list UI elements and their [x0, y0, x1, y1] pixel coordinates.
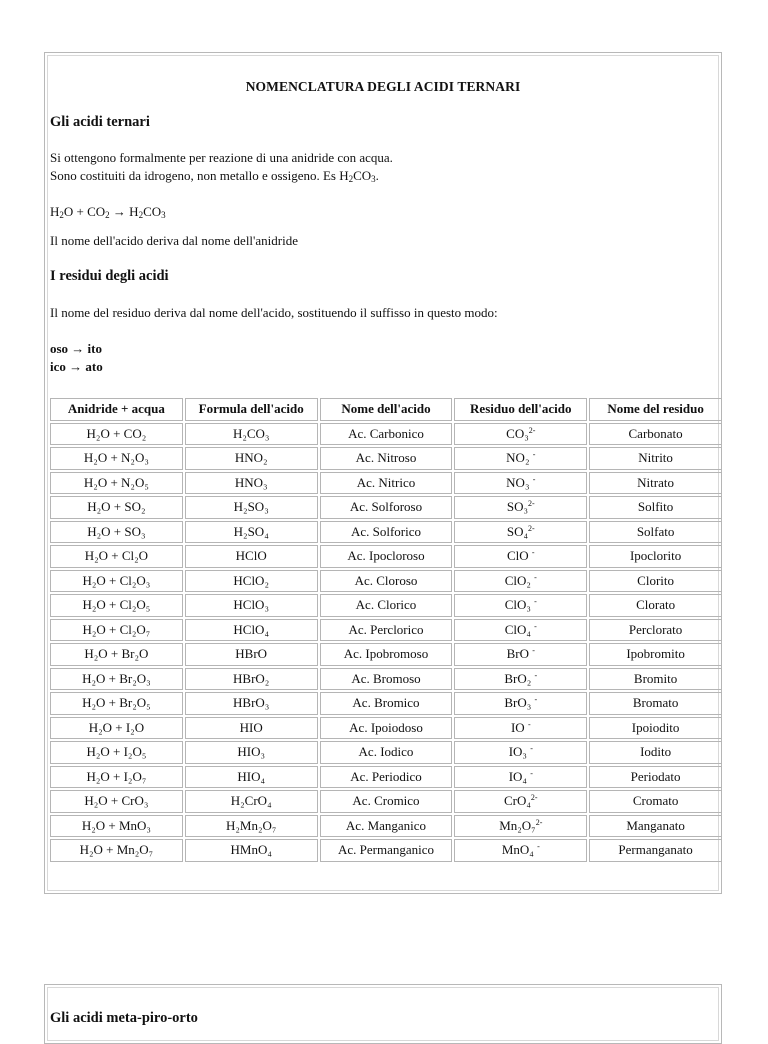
residue-charge: - — [530, 768, 533, 778]
cell-residuo — [454, 815, 587, 838]
residue-formula: BrO — [506, 646, 530, 662]
cell-anidride: H₂O + CO₂ — [50, 423, 183, 446]
cell-nome-residuo: Cromato — [589, 790, 722, 813]
cell-nome-acido: Ac. Carbonico — [320, 423, 453, 446]
section-heading-meta-piro-orto: Gli acidi meta-piro-orto — [50, 1010, 198, 1026]
cell-formula: HClO₂ — [185, 570, 318, 593]
residue-formula: ClO₄ — [504, 621, 531, 637]
cell-anidride: H₂O + Cl₂O₃ — [50, 570, 183, 593]
cell-formula: HBrO₃ — [185, 692, 318, 715]
table-row — [50, 815, 722, 838]
cell-nome-residuo: Solfito — [589, 496, 722, 519]
header-nome-acido: Nome dell'acido — [320, 398, 453, 421]
cell-formula: HIO₃ — [185, 741, 318, 764]
cell-nome-residuo: Carbonato — [589, 423, 722, 446]
cell-nome-acido: Ac. Permanganico — [320, 839, 453, 862]
residue-charge: - — [532, 450, 536, 460]
header-residuo: Residuo dell'acido — [454, 398, 587, 421]
table-row — [50, 741, 722, 764]
table-row — [50, 619, 722, 642]
cell-nome-acido: Ac. Bromico — [320, 692, 453, 715]
table-row — [50, 447, 722, 470]
reaction-sub-4: 3 — [161, 210, 166, 220]
table-row — [50, 692, 722, 715]
residue-charge: - — [534, 597, 537, 607]
table-row — [50, 594, 722, 617]
table-row — [50, 790, 722, 813]
cell-nome-acido: Ac. Nitroso — [320, 447, 453, 470]
residue-formula: IO — [510, 719, 525, 735]
residue-charge: 2- — [528, 523, 535, 533]
residue-formula: ClO — [506, 548, 529, 564]
cell-anidride: H₂O + I₂O₅ — [50, 741, 183, 764]
residue-charge: 2- — [535, 817, 543, 827]
line2-prefix: Sono costituiti da idrogeno, non metallo e ossigeno. Es — [50, 168, 340, 183]
cell-anidride: H₂O + Cl₂O — [50, 545, 183, 568]
cell-residuo — [454, 741, 587, 764]
residue-charge: - — [534, 670, 538, 680]
header-formula: Formula dell'acido — [185, 398, 318, 421]
residue-formula: ClO₂ — [504, 572, 531, 588]
cell-formula: H₂Mn₂O₇ — [185, 815, 318, 838]
residue-charge: - — [534, 621, 537, 631]
cell-nome-residuo: Ipoclorito — [589, 545, 722, 568]
cell-formula: HNO₂ — [185, 447, 318, 470]
cell-nome-acido: Ac. Manganico — [320, 815, 453, 838]
table-row — [50, 570, 722, 593]
residue-charge: - — [527, 719, 531, 729]
cell-nome-residuo: Perclorato — [589, 619, 722, 642]
cell-anidride: H₂O + Br₂O₃ — [50, 668, 183, 691]
cell-formula: H₂SO₄ — [185, 521, 318, 544]
cell-residuo — [454, 521, 587, 544]
reaction-h: H — [50, 204, 60, 219]
cell-anidride: H₂O + I₂O — [50, 717, 183, 740]
cell-residuo — [454, 790, 587, 813]
cell-nome-acido: Ac. Solforoso — [320, 496, 453, 519]
cell-anidride: H₂O + Br₂O — [50, 643, 183, 666]
table-row — [50, 668, 722, 691]
acid-name-note: Il nome dell'acido deriva dal nome dell'anidride — [50, 233, 298, 248]
cell-residuo — [454, 496, 587, 519]
residue-charge: - — [532, 474, 536, 484]
cell-anidride: H₂O + MnO₃ — [50, 815, 183, 838]
table-row — [50, 472, 722, 495]
cell-formula: HClO — [185, 545, 318, 568]
cell-nome-residuo: Bromato — [589, 692, 722, 715]
nomenclature-panel — [44, 52, 722, 894]
residue-charge: - — [534, 695, 538, 705]
reaction-sub-2: 2 — [105, 210, 110, 220]
cell-nome-acido: Ac. Bromoso — [320, 668, 453, 691]
residue-formula: Mn₂O₇ — [499, 817, 536, 833]
residue-explanation: Il nome del residuo deriva dal nome dell'acido, sostituendo il suffisso in questo modo: — [50, 305, 498, 320]
cell-formula: HClO₃ — [185, 594, 318, 617]
cell-anidride: H₂O + N₂O₅ — [50, 472, 183, 495]
reaction-o-co: O + CO — [63, 204, 106, 219]
residue-formula: SO₄ — [506, 523, 529, 539]
cell-nome-residuo: Iodito — [589, 741, 722, 764]
residue-charge: 2- — [528, 499, 535, 509]
residue-formula: CrO₄ — [503, 793, 531, 809]
cell-residuo — [454, 594, 587, 617]
suffix-rule-ico: ico → ato — [50, 359, 103, 374]
cell-nome-acido: Ac. Cromico — [320, 790, 453, 813]
cell-nome-residuo: Clorito — [589, 570, 722, 593]
cell-nome-residuo: Nitrito — [589, 447, 722, 470]
cell-residuo — [454, 692, 587, 715]
cell-nome-residuo: Bromito — [589, 668, 722, 691]
cell-formula: HClO₄ — [185, 619, 318, 642]
cell-residuo — [454, 570, 587, 593]
nomenclature-panel-inner — [47, 55, 719, 891]
reaction-sub-3: 2 — [138, 210, 144, 220]
cell-residuo — [454, 545, 587, 568]
cell-residuo — [454, 619, 587, 642]
acids-table — [48, 396, 724, 864]
cell-nome-acido: Ac. Ipocloroso — [320, 545, 453, 568]
cell-nome-acido: Ac. Iodico — [320, 741, 453, 764]
residue-formula: BrO₂ — [504, 670, 532, 686]
cell-residuo — [454, 472, 587, 495]
reaction-co: CO — [143, 204, 162, 219]
cell-nome-acido: Ac. Ipobromoso — [320, 643, 453, 666]
residue-formula: BrO₃ — [504, 695, 532, 711]
cell-formula: HMnO₄ — [185, 839, 318, 862]
residue-charge: - — [534, 572, 537, 582]
cell-formula: HBrO₂ — [185, 668, 318, 691]
cell-anidride: H₂O + Cl₂O₇ — [50, 619, 183, 642]
reaction-equation — [50, 203, 166, 224]
line2-formula-h: H — [339, 168, 349, 183]
section-heading-acidi-ternari: Gli acidi ternari — [50, 114, 150, 130]
residue-formula: ClO₃ — [504, 597, 531, 613]
cell-formula: H₂CrO₄ — [185, 790, 318, 813]
residue-formula: IO₄ — [508, 768, 527, 784]
cell-nome-residuo: Solfato — [589, 521, 722, 544]
line2-end: . — [375, 168, 379, 183]
cell-anidride: H₂O + CrO₃ — [50, 790, 183, 813]
residue-formula: SO₃ — [506, 499, 529, 515]
residue-formula: IO₃ — [508, 744, 527, 760]
cell-formula: HIO — [185, 717, 318, 740]
reaction-arrow: → H — [109, 204, 139, 219]
residue-charge: 2- — [530, 793, 538, 803]
cell-nome-residuo: Periodato — [589, 766, 722, 789]
meta-piro-orto-panel — [44, 984, 722, 1044]
cell-anidride: H₂O + Mn₂O₇ — [50, 839, 183, 862]
cell-formula: HIO₄ — [185, 766, 318, 789]
reaction-sub-1: 2 — [59, 210, 64, 220]
line2-sub-3: 3 — [371, 174, 376, 184]
cell-nome-residuo: Clorato — [589, 594, 722, 617]
table-row — [50, 839, 722, 862]
table-row — [50, 766, 722, 789]
cell-residuo — [454, 447, 587, 470]
table-row — [50, 717, 722, 740]
cell-nome-acido: Ac. Solforico — [320, 521, 453, 544]
residue-charge: 2- — [528, 425, 536, 435]
cell-formula: H₂SO₃ — [185, 496, 318, 519]
cell-nome-acido: Ac. Ipoiodoso — [320, 717, 453, 740]
cell-nome-residuo: Ipobromito — [589, 643, 722, 666]
residue-charge: - — [532, 646, 535, 656]
residue-charge: - — [530, 744, 533, 754]
paragraph-line-1: Si ottengono formalmente per reazione di una anidride con acqua. — [50, 150, 393, 165]
table-row — [50, 545, 722, 568]
residue-charge: - — [531, 548, 535, 558]
cell-anidride: H₂O + I₂O₇ — [50, 766, 183, 789]
cell-residuo — [454, 717, 587, 740]
cell-residuo — [454, 839, 587, 862]
page-title: NOMENCLATURA DEGLI ACIDI TERNARI — [245, 79, 521, 94]
cell-anidride: H₂O + SO₂ — [50, 496, 183, 519]
cell-residuo — [454, 766, 587, 789]
cell-formula: HBrO — [185, 643, 318, 666]
cell-nome-residuo: Manganato — [589, 815, 722, 838]
section-heading-residui: I residui degli acidi — [50, 268, 169, 284]
cell-residuo — [454, 643, 587, 666]
table-row — [50, 521, 722, 544]
cell-nome-acido: Ac. Clorico — [320, 594, 453, 617]
residue-formula: CO₃ — [506, 425, 529, 441]
cell-anidride: H₂O + SO₃ — [50, 521, 183, 544]
paragraph-line-2 — [50, 167, 379, 188]
cell-anidride: H₂O + N₂O₃ — [50, 447, 183, 470]
meta-piro-orto-panel-inner — [47, 987, 719, 1041]
line2-formula-co: CO — [353, 168, 372, 183]
line2-sub-2: 2 — [348, 174, 354, 184]
cell-nome-acido: Ac. Cloroso — [320, 570, 453, 593]
cell-nome-acido: Ac. Nitrico — [320, 472, 453, 495]
table-row — [50, 496, 722, 519]
cell-residuo — [454, 668, 587, 691]
header-nome-residuo: Nome del residuo — [589, 398, 722, 421]
cell-nome-residuo: Nitrato — [589, 472, 722, 495]
cell-nome-acido: Ac. Periodico — [320, 766, 453, 789]
cell-nome-residuo: Ipoiodito — [589, 717, 722, 740]
residue-charge: - — [537, 842, 540, 852]
cell-formula: HNO₃ — [185, 472, 318, 495]
table-header-row — [50, 398, 722, 421]
residue-formula: MnO₄ — [501, 842, 534, 858]
cell-nome-residuo: Permanganato — [589, 839, 722, 862]
residue-formula: NO₂ — [506, 450, 530, 466]
table-row — [50, 423, 722, 446]
cell-residuo — [454, 423, 587, 446]
cell-nome-acido: Ac. Perclorico — [320, 619, 453, 642]
header-anidride: Anidride + acqua — [50, 398, 183, 421]
cell-formula: H₂CO₃ — [185, 423, 318, 446]
suffix-rule-oso: oso → ito — [50, 341, 102, 356]
cell-anidride: H₂O + Br₂O₅ — [50, 692, 183, 715]
table-row — [50, 643, 722, 666]
residue-formula: NO₃ — [506, 474, 530, 490]
cell-anidride: H₂O + Cl₂O₅ — [50, 594, 183, 617]
